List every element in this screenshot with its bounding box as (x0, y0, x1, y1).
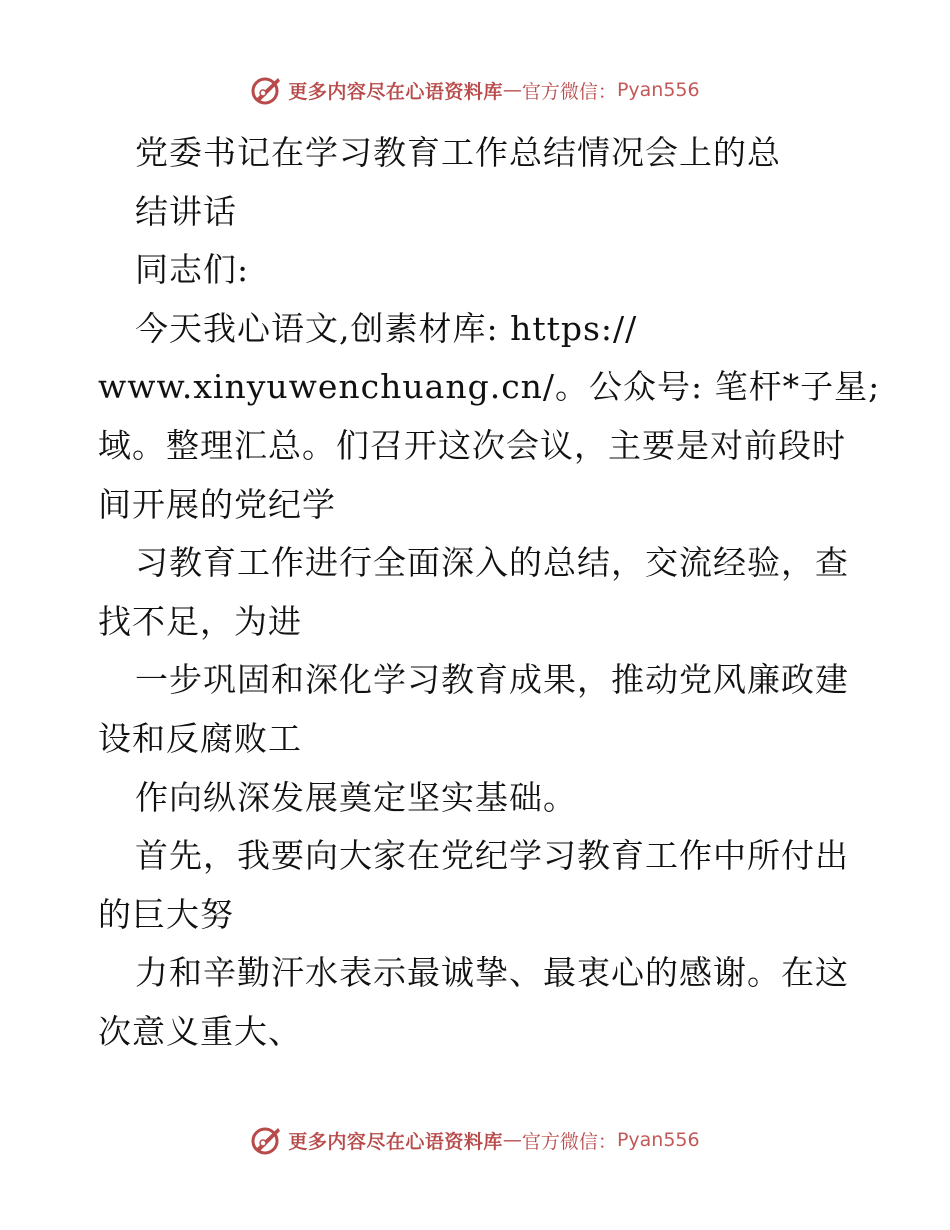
document-body (98, 124, 881, 1062)
footer-banner (0, 1120, 950, 1160)
document-line: 首先，我要向大家在党纪学习教育工作中所付出 (135, 836, 849, 876)
banner-separator: — (502, 79, 522, 101)
banner-account-label: 官方微信： (521, 80, 617, 103)
banner-account-label: 官方微信： (521, 1130, 617, 1153)
quill-circle-logo-icon (250, 1123, 284, 1157)
document-line: 域。整理汇总。们召开这次会议，主要是对前段时 (98, 425, 846, 465)
document-line: 的巨大努 (98, 894, 234, 934)
banner-main-text: 更多内容尽在心语资料库 (288, 1130, 503, 1153)
banner-handle: Pyan556 (616, 1129, 700, 1151)
banner-main-text: 更多内容尽在心语资料库 (288, 80, 503, 103)
quill-circle-logo-icon (250, 73, 284, 107)
document-line: 党委书记在学习教育工作总结情况会上的总 (135, 133, 781, 172)
document-line: 同志们: (135, 250, 250, 290)
document-line: 今天我心语文,创素材库: https:// (135, 308, 638, 348)
document-line: 习教育工作进行全面深入的总结，交流经验，查 (135, 543, 849, 583)
document-line: 力和辛勤汗水表示最诚挚、最衷心的感谢。在这 (135, 953, 849, 993)
document-line: 一步巩固和深化学习教育成果，推动党风廉政建 (135, 660, 849, 700)
header-banner (0, 70, 950, 110)
document-line: 作向纵深发展奠定坚实基础。 (135, 777, 577, 817)
document-line: 间开展的党纪学 (98, 484, 336, 524)
document-line: 找不足，为进 (98, 601, 302, 641)
banner-handle: Pyan556 (616, 79, 700, 101)
banner-separator: — (502, 1129, 522, 1151)
document-line: 次意义重大、 (98, 1011, 302, 1051)
document-line: www.xinyuwenchuang.cn/。公众号: 笔杆*子星; (98, 367, 881, 407)
document-line: 结讲话 (135, 191, 237, 231)
document-line: 设和反腐败工 (98, 718, 302, 758)
